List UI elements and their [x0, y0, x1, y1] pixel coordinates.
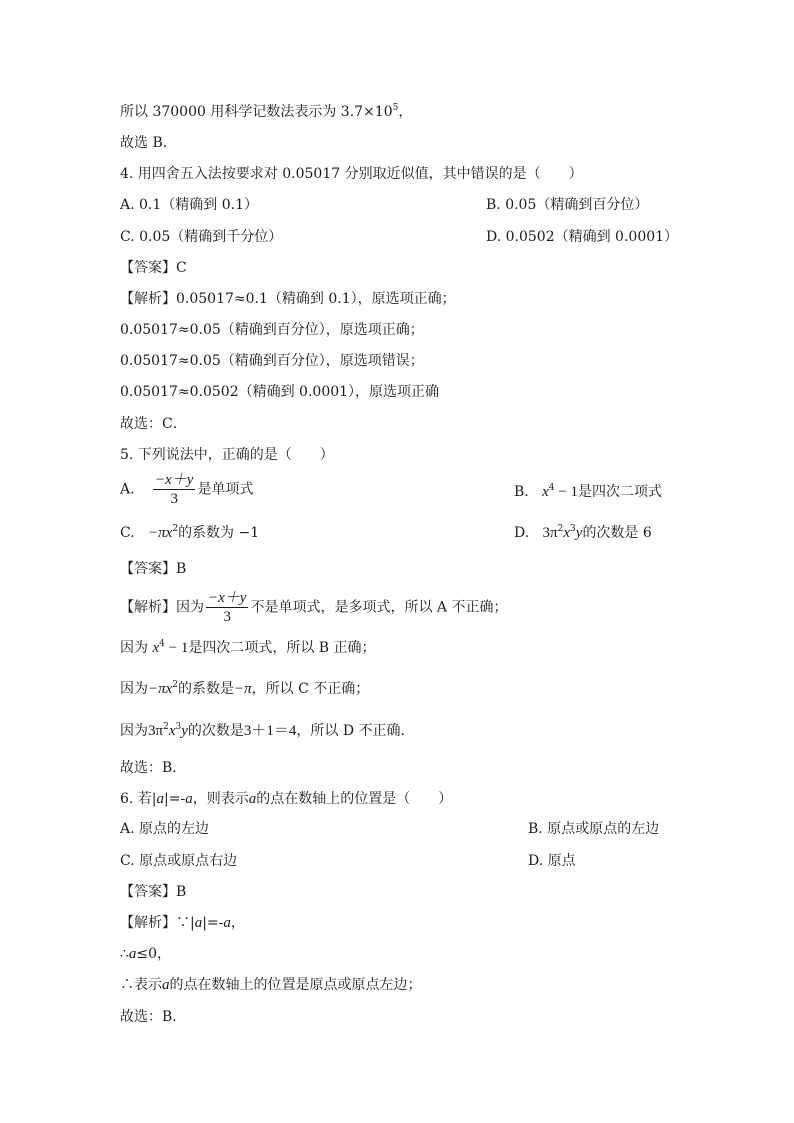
q5-explanation-2: 因为 $x^4 - 1$是四次二项式，所以 B 正确； — [120, 639, 376, 656]
q5-option-c: C. $-\pi x^2$的系数为 −1 — [120, 524, 260, 541]
q6-explanation-1: 【解析】∵|a|=-a， — [120, 915, 245, 931]
line-select-b: 故选 B． — [120, 135, 177, 151]
q4-explanation-1: 【解析】0.05017≈0.1（精确到 0.1），原选项正确； — [120, 291, 456, 307]
line-scientific-notation: 所以 370000 用科学记数法表示为 $3.7\times 10^5$， — [120, 103, 413, 120]
q4-selection: 故选：C． — [120, 416, 187, 432]
q5-explanation-4: 因为$3\pi^2x^3y$的次数是3＋1＝4，所以 D 不正确． — [120, 722, 415, 739]
fraction: $\frac{-x+y}{3}$ — [155, 472, 194, 507]
q6-option-a: A. 原点的左边 — [120, 821, 210, 837]
q4-option-d: D. 0.0502（精确到 0.0001） — [486, 229, 679, 245]
q6-explanation-2: ∴a≤0， — [120, 946, 172, 962]
q6-option-c: C. 原点或原点右边 — [120, 853, 238, 869]
q6-answer: 【答案】B — [120, 884, 187, 900]
q6-option-d: D. 原点 — [528, 853, 576, 869]
q6-option-b: B. 原点或原点的左边 — [528, 821, 660, 837]
question-4: 4. 用四舍五入法按要求对 0.05017 分别取近似值，其中错误的是（ ） — [120, 166, 583, 182]
q4-option-c: C. 0.05（精确到千分位） — [120, 229, 283, 245]
q6-explanation-3: ∴表示a的点在数轴上的位置是原点或原点左边； — [120, 977, 422, 993]
q5-option-a: A. $\frac{-x+y}{3}$ 是单项式 — [120, 472, 254, 507]
q6-selection: 故选：B． — [120, 1009, 187, 1025]
q4-explanation-4: 0.05017≈0.0502（精确到 0.0001），原选项正确 — [120, 384, 440, 400]
q5-explanation-1: 【解析】因为 $\frac{-x+y}{3}$ 不是单项式，是多项式，所以 A 不正确； — [120, 590, 508, 625]
fraction: $\frac{-x+y}{3}$ — [208, 590, 247, 625]
question-5: 5. 下列说法中，正确的是（ ） — [120, 447, 334, 463]
q4-option-b: B. 0.05（精确到百分位） — [486, 197, 649, 213]
question-6: 6. 若|a|=-a，则表示a的点在数轴上的位置是（ ） — [120, 791, 453, 807]
q4-answer: 【答案】C — [120, 260, 187, 276]
q5-selection: 故选：B． — [120, 760, 187, 776]
q4-option-a: A. 0.1（精确到 0.1） — [120, 197, 258, 213]
q5-option-b: B. $x^4 - 1$是四次二项式 — [514, 483, 662, 500]
q4-explanation-2: 0.05017≈0.05（精确到百分位），原选项正确； — [120, 322, 424, 338]
q5-explanation-3: 因为$-\pi x^2$的系数是−π，所以 C 不正确； — [120, 680, 370, 697]
q4-explanation-3: 0.05017≈0.05（精确到百分位），原选项错误； — [120, 353, 424, 369]
q5-option-d: D. $3\pi^2x^3y$的次数是 6 — [514, 524, 652, 541]
q5-answer: 【答案】B — [120, 561, 187, 577]
